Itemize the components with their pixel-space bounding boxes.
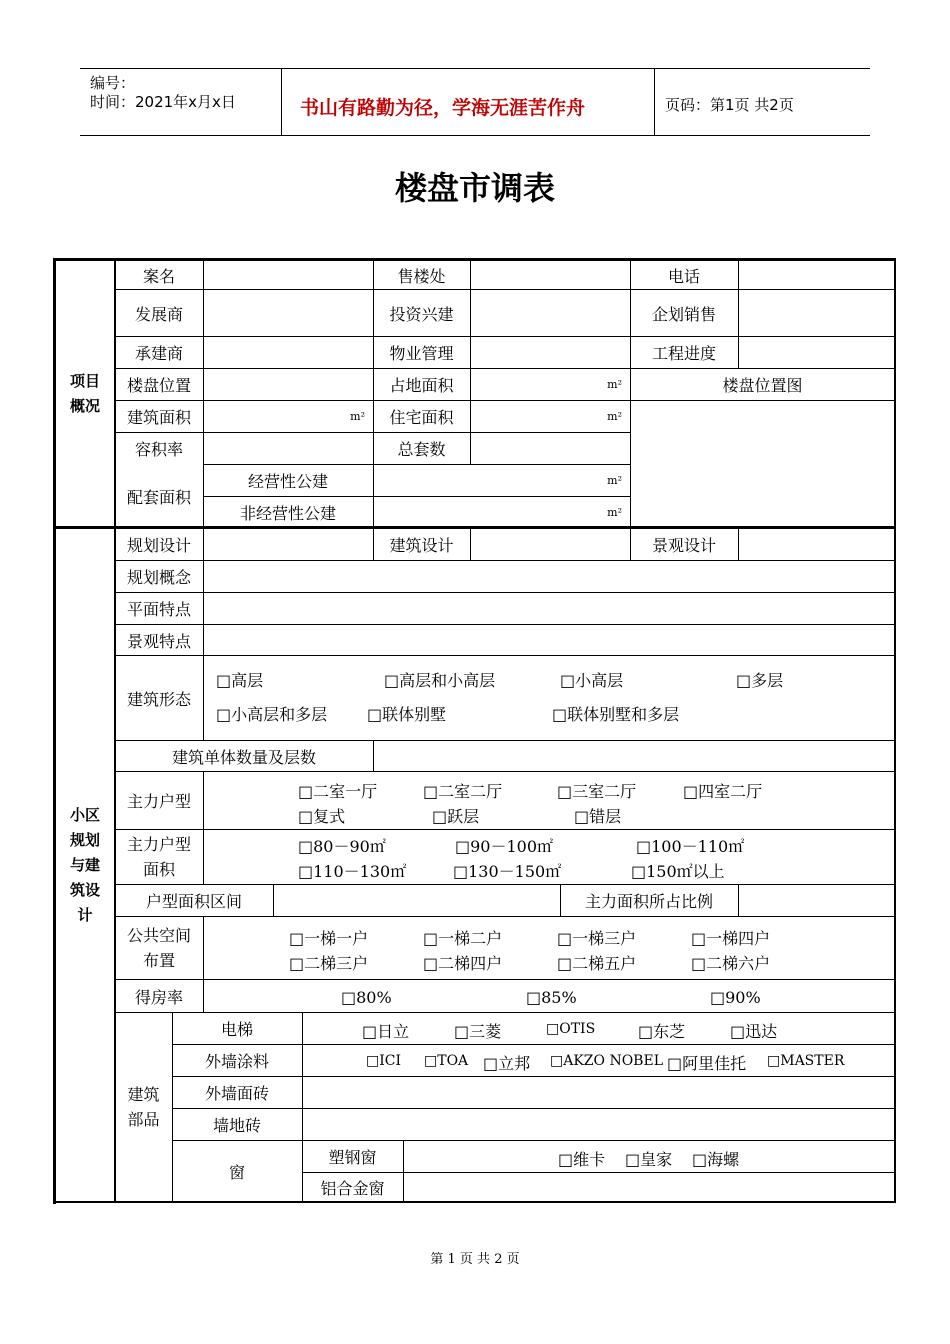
label-marketing: 企划销售 <box>651 304 716 324</box>
checkbox-eff-80[interactable]: □80% <box>341 988 392 1007</box>
label-planning-concept: 规划概念 <box>126 568 191 587</box>
label-landscape-design: 景观设计 <box>651 536 716 555</box>
checkbox-area-90-100[interactable]: □90－100㎡ <box>455 837 554 856</box>
label-main-area-ratio: 主力面积所占比例 <box>584 892 713 911</box>
checkbox-area-80-90[interactable]: □80－90㎡ <box>298 837 386 856</box>
checkbox-conch[interactable]: □海螺 <box>692 1150 740 1169</box>
label-window: 窗 <box>228 1162 245 1182</box>
checkbox-royal[interactable]: □皇家 <box>625 1150 673 1169</box>
label-public-space: 公共空间 布置 <box>126 926 191 970</box>
checkbox-hitachi[interactable]: □日立 <box>362 1022 410 1041</box>
checkbox-duplex[interactable]: □复式 <box>298 807 346 826</box>
checkbox-2e6u[interactable]: □二梯六户 <box>691 954 771 973</box>
label-developer: 发展商 <box>134 304 183 324</box>
label-plot-ratio: 容积率 <box>134 440 183 459</box>
checkbox-eff-85[interactable]: □85% <box>526 988 577 1007</box>
label-main-unit-area: 主力户型 面积 <box>126 835 191 879</box>
checkbox-split-level[interactable]: □错层 <box>574 807 622 826</box>
label-main-unit-type: 主力户型 <box>126 792 191 811</box>
label-build-area: 建筑面积 <box>126 408 191 427</box>
checkbox-alijiatuo[interactable]: □阿里佳托 <box>667 1054 747 1073</box>
unit-residential-area: m² <box>607 410 622 423</box>
label-phone: 电话 <box>667 267 700 286</box>
checkbox-2e5u[interactable]: □二梯五户 <box>557 954 637 973</box>
checkbox-eff-90[interactable]: □90% <box>710 988 761 1007</box>
checkbox-1e1u[interactable]: □一梯一户 <box>289 929 369 948</box>
checkbox-1e2u[interactable]: □一梯二户 <box>423 929 503 948</box>
label-non-commercial: 非经营性公建 <box>239 503 336 523</box>
label-exterior-paint: 外墙涂料 <box>204 1052 269 1071</box>
checkbox-otis[interactable]: □OTIS <box>546 1021 596 1037</box>
checkbox-loft[interactable]: □跃层 <box>432 807 480 826</box>
number-label: 编号： <box>90 74 136 92</box>
label-unit-area-range: 户型面积区间 <box>145 892 242 911</box>
checkbox-townhouse[interactable]: □联体别墅 <box>367 705 447 724</box>
label-elevator: 电梯 <box>220 1020 253 1039</box>
label-pvc-window: 塑钢窗 <box>328 1148 377 1167</box>
checkbox-high-and-mid-rise[interactable]: □高层和小高层 <box>384 671 496 690</box>
checkbox-area-150-plus[interactable]: □150㎡以上 <box>631 862 725 881</box>
checkbox-area-110-130[interactable]: □110－130㎡ <box>298 862 407 881</box>
label-supporting-area: 配套面积 <box>126 487 191 507</box>
checkbox-area-130-150[interactable]: □130－150㎡ <box>453 862 562 881</box>
label-property-mgmt: 物业管理 <box>389 344 454 363</box>
label-commercial: 经营性公建 <box>247 472 328 491</box>
section-project-overview: 项目 概况 <box>69 371 100 415</box>
checkbox-veka[interactable]: □维卡 <box>558 1150 606 1169</box>
checkbox-4b2l[interactable]: □四室二厅 <box>683 782 763 801</box>
label-investor: 投资兴建 <box>389 304 454 324</box>
checkbox-1e4u[interactable]: □一梯四户 <box>691 929 771 948</box>
checkbox-mid-rise-and-multi[interactable]: □小高层和多层 <box>216 705 328 724</box>
label-building-components: 建筑 部品 <box>127 1085 160 1129</box>
checkbox-ici[interactable]: □ICI <box>366 1053 401 1069</box>
page-footer: 第 1 页 共 2 页 <box>430 1252 520 1267</box>
checkbox-nippon[interactable]: □立邦 <box>483 1054 531 1073</box>
checkbox-2e3u[interactable]: □二梯三户 <box>289 954 369 973</box>
page-info: 页码：第1页 共2页 <box>665 96 794 114</box>
label-planning-design: 规划设计 <box>126 536 191 555</box>
label-contractor: 承建商 <box>134 344 183 363</box>
checkbox-area-100-110[interactable]: □100－110㎡ <box>636 837 745 856</box>
unit-non-commercial: m² <box>607 505 622 519</box>
checkbox-master[interactable]: □MASTER <box>767 1053 845 1069</box>
checkbox-akzo-nobel[interactable]: □AKZO NOBEL <box>550 1053 663 1069</box>
label-total-units: 总套数 <box>397 440 446 459</box>
checkbox-townhouse-and-multi[interactable]: □联体别墅和多层 <box>552 705 680 724</box>
checkbox-mid-rise[interactable]: □小高层 <box>560 671 624 690</box>
motto: 书山有路勤为径，学海无涯苦作舟 <box>300 97 586 119</box>
label-efficiency: 得房率 <box>134 987 183 1007</box>
checkbox-1e3u[interactable]: □一梯三户 <box>557 929 637 948</box>
label-alu-window: 铝合金窗 <box>320 1178 385 1198</box>
label-location-map: 楼盘位置图 <box>722 376 803 395</box>
label-architecture-design: 建筑设计 <box>389 536 454 555</box>
checkbox-multi-storey[interactable]: □多层 <box>736 671 784 690</box>
label-name: 案名 <box>142 267 175 286</box>
label-plan-features: 平面特点 <box>126 600 191 619</box>
label-floor-tile: 墙地砖 <box>212 1116 261 1135</box>
label-location: 楼盘位置 <box>126 376 191 395</box>
checkbox-toshiba[interactable]: □东芝 <box>638 1022 686 1041</box>
unit-build-area: m² <box>350 410 365 423</box>
checkbox-2b2l[interactable]: □二室二厅 <box>423 782 503 801</box>
label-progress: 工程进度 <box>651 344 716 363</box>
label-land-area: 占地面积 <box>389 376 454 395</box>
label-exterior-tile: 外墙面砖 <box>204 1084 269 1103</box>
time-label: 时间：2021年x月x日 <box>90 93 236 111</box>
checkbox-high-rise[interactable]: □高层 <box>216 671 264 690</box>
checkbox-3b2l[interactable]: □三室二厅 <box>557 782 637 801</box>
unit-land-area: m² <box>607 378 622 391</box>
checkbox-toa[interactable]: □TOA <box>424 1053 469 1069</box>
checkbox-2b1l[interactable]: □二室一厅 <box>298 782 378 801</box>
label-building-count: 建筑单体数量及层数 <box>171 747 316 767</box>
checkbox-mitsubishi[interactable]: □三菱 <box>454 1022 502 1041</box>
page-title: 楼盘市调表 <box>394 169 555 207</box>
label-landscape-features: 景观特点 <box>126 631 191 651</box>
checkbox-schindler[interactable]: □迅达 <box>730 1022 778 1041</box>
section-planning-design: 小区 规划 与建 筑设 计 <box>69 805 100 924</box>
label-sales-office: 售楼处 <box>397 267 446 286</box>
unit-commercial: m² <box>607 474 622 487</box>
label-residential-area: 住宅面积 <box>389 408 454 427</box>
checkbox-2e4u[interactable]: □二梯四户 <box>423 954 503 973</box>
label-building-form: 建筑形态 <box>126 689 191 709</box>
